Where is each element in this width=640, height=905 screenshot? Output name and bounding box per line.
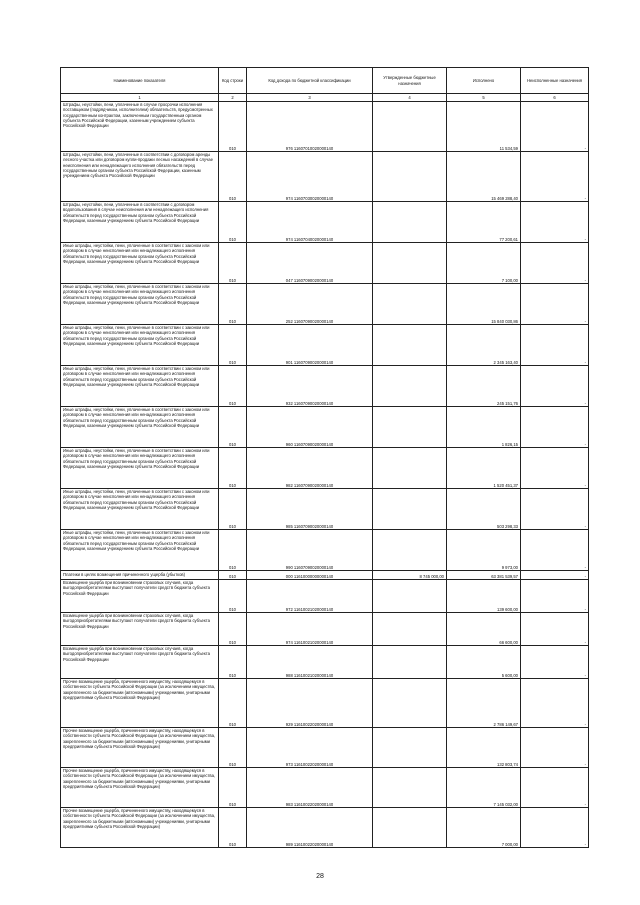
col-number: 1 — [61, 94, 219, 102]
row-unexecuted: - — [521, 489, 589, 530]
header-code: Код строки — [219, 68, 247, 94]
row-unexecuted: - — [521, 808, 589, 848]
table-row — [61, 679, 589, 728]
row-name: Возмещение ущерба при возникновении страховых случаев, когда выгодоприобретателями выступают получатели средств бюджета субъекта Российской Федерации — [61, 613, 219, 646]
table-row — [61, 530, 589, 571]
row-kbk: 252 11607090020000140 — [247, 284, 373, 325]
table-row — [61, 152, 589, 202]
row-kbk: 972 11610021020000140 — [247, 580, 373, 613]
table-row — [61, 325, 589, 366]
row-kbk: 976 11607010020000140 — [247, 102, 373, 152]
row-unexecuted: - — [521, 102, 589, 152]
row-kbk: 901 11607090020000140 — [247, 325, 373, 366]
row-approved — [373, 530, 447, 571]
row-approved — [373, 489, 447, 530]
row-approved — [373, 613, 447, 646]
row-approved — [373, 679, 447, 728]
row-name: Возмещение ущерба при возникновении страховых случаев, когда выгодоприобретателями выступают получатели средств бюджета субъекта Российской Федерации — [61, 646, 219, 679]
row-unexecuted: - — [521, 284, 589, 325]
row-kbk: 985 11607090020000140 — [247, 489, 373, 530]
row-kbk: 974 11607040020000140 — [247, 202, 373, 243]
row-unexecuted: - — [521, 580, 589, 613]
row-unexecuted: - — [521, 613, 589, 646]
table-row — [61, 728, 589, 768]
row-executed: 139 600,00 — [447, 580, 521, 613]
row-executed: 2 345 163,40 — [447, 325, 521, 366]
row-executed: 245 151,76 — [447, 366, 521, 407]
row-unexecuted: - — [521, 768, 589, 808]
row-name: Штрафы, неустойки, пени, уплаченные в случае просрочки исполнения поставщиком (подрядчиком, исполнителем) обязательств, предусмотренных государственным контрактом, заключенным государственным органом субъекта Российской Федерации, казенным учреждением субъекта Российской Федерации — [61, 102, 219, 152]
row-unexecuted: - — [521, 152, 589, 202]
row-name: Иные штрафы, неустойки, пени, уплаченные в соответствии с законом или договором в случае неисполнения или ненадлежащего исполнения обязательств перед государственным органом субъекта Российской Федерации, казенным учреждением субъекта Российской Федерации — [61, 243, 219, 284]
table-row — [61, 768, 589, 808]
table-row — [61, 613, 589, 646]
row-executed: 1 826,15 — [447, 407, 521, 448]
table-row — [61, 808, 589, 848]
row-unexecuted: - — [521, 202, 589, 243]
row-kbk: 988 11610021020000140 — [247, 646, 373, 679]
row-unexecuted: - — [521, 646, 589, 679]
row-kbk: 989 11610022020000140 — [247, 808, 373, 848]
row-approved — [373, 646, 447, 679]
row-executed: 503 298,33 — [447, 489, 521, 530]
row-approved — [373, 102, 447, 152]
row-kbk: 974 11610021020000140 — [247, 613, 373, 646]
row-code: 010 — [219, 489, 247, 530]
header-kbk: Код дохода по бюджетной классификации — [247, 68, 373, 94]
table-row — [61, 243, 589, 284]
row-kbk: 983 11610022020000140 — [247, 768, 373, 808]
row-code: 010 — [219, 366, 247, 407]
row-approved — [373, 728, 447, 768]
row-unexecuted: - — [521, 679, 589, 728]
row-code: 010 — [219, 679, 247, 728]
row-unexecuted: - — [521, 243, 589, 284]
row-code: 010 — [219, 768, 247, 808]
table-row — [61, 448, 589, 489]
column-number-row — [61, 94, 589, 102]
revenue-table — [60, 67, 589, 848]
page-number: 28 — [316, 873, 324, 880]
row-kbk: 990 11607090020000140 — [247, 530, 373, 571]
row-name: Иные штрафы, неустойки, пени, уплаченные в соответствии с законом или договором в случае неисполнения или ненадлежащего исполнения обязательств перед государственным органом субъекта Российской Федерации, казенным учреждением субъекта Российской Федерации — [61, 448, 219, 489]
row-unexecuted: - — [521, 728, 589, 768]
row-approved — [373, 366, 447, 407]
row-name: Иные штрафы, неустойки, пени, уплаченные в соответствии с законом или договором в случае неисполнения или ненадлежащего исполнения обязательств перед государственным органом субъекта Российской Федерации, казенным учреждением субъекта Российской Федерации — [61, 407, 219, 448]
row-code: 010 — [219, 808, 247, 848]
row-executed: 7 100,00 — [447, 243, 521, 284]
row-kbk: 000 11610000000000140 — [247, 571, 373, 580]
table-row — [61, 284, 589, 325]
row-kbk: 929 11610022020000140 — [247, 679, 373, 728]
row-approved — [373, 808, 447, 848]
row-code: 010 — [219, 102, 247, 152]
row-code: 010 — [219, 325, 247, 366]
row-name: Штрафы, неустойки, пени, уплаченные в соответствии с договором аренды лесного участка или договором купли-продажи лесных насаждений в случае неисполнения или ненадлежащего исполнения обязательств перед государственным органом субъекта Российской Федерации, казенным учреждением субъекта Российской Федерации — [61, 152, 219, 202]
row-code: 010 — [219, 284, 247, 325]
table-row — [61, 571, 589, 580]
row-executed: 132 803,74 — [447, 728, 521, 768]
row-name: Возмещение ущерба при возникновении страховых случаев, когда выгодоприобретателями выступают получатели средств бюджета субъекта Российской Федерации — [61, 580, 219, 613]
row-kbk: 047 11607090020000140 — [247, 243, 373, 284]
col-number: 2 — [219, 94, 247, 102]
row-approved — [373, 448, 447, 489]
row-code: 010 — [219, 571, 247, 580]
row-code: 010 — [219, 728, 247, 768]
row-approved — [373, 768, 447, 808]
row-name: Прочее возмещение ущерба, причиненного имуществу, находящемуся в собственности субъекта Российской Федерации (за исключением имущества, закрепленного за бюджетными (автономными) учреждениями, унитарными предприятиями субъекта Российской Федерации) — [61, 808, 219, 848]
row-code: 010 — [219, 613, 247, 646]
table-row — [61, 646, 589, 679]
table-header-row — [61, 68, 589, 94]
table-row — [61, 102, 589, 152]
row-approved — [373, 407, 447, 448]
row-executed: 15 469 288,40 — [447, 152, 521, 202]
header-unexecuted: Неисполненные назначения — [521, 68, 589, 94]
row-kbk: 973 11610022020000140 — [247, 728, 373, 768]
row-code: 010 — [219, 407, 247, 448]
row-code: 010 — [219, 448, 247, 489]
table-row — [61, 366, 589, 407]
row-approved — [373, 325, 447, 366]
row-approved — [373, 152, 447, 202]
row-kbk: 932 11607090020000140 — [247, 366, 373, 407]
row-kbk: 960 11607090020000140 — [247, 407, 373, 448]
row-unexecuted: - — [521, 407, 589, 448]
col-number: 5 — [447, 94, 521, 102]
header-name: Наименование показателя — [61, 68, 219, 94]
row-executed: 9 973,00 — [447, 530, 521, 571]
row-name: Прочее возмещение ущерба, причиненного имуществу, находящемуся в собственности субъекта Российской Федерации (за исключением имущества, закрепленного за бюджетными (автономными) учреждениями, унитарными предприятиями субъекта Российской Федерации) — [61, 679, 219, 728]
row-executed: 63 381 539,57 — [447, 571, 521, 580]
row-unexecuted: - — [521, 366, 589, 407]
table-row — [61, 202, 589, 243]
row-kbk: 982 11607090020000140 — [247, 448, 373, 489]
row-executed: 15 840 030,86 — [447, 284, 521, 325]
table-row — [61, 489, 589, 530]
row-code: 010 — [219, 202, 247, 243]
row-code: 010 — [219, 580, 247, 613]
row-executed: 1 520 451,37 — [447, 448, 521, 489]
row-executed: 7 145 032,00 — [447, 768, 521, 808]
row-approved: 8 745 000,00 — [373, 571, 447, 580]
row-approved — [373, 284, 447, 325]
row-name: Прочее возмещение ущерба, причиненного имуществу, находящемуся в собственности субъекта Российской Федерации (за исключением имущества, закрепленного за бюджетными (автономными) учреждениями, унитарными предприятиями субъекта Российской Федерации) — [61, 728, 219, 768]
row-name: Иные штрафы, неустойки, пени, уплаченные в соответствии с законом или договором в случае неисполнения или ненадлежащего исполнения обязательств перед государственным органом субъекта Российской Федерации, казенным учреждением субъекта Российской Федерации — [61, 366, 219, 407]
row-name: Иные штрафы, неустойки, пени, уплаченные в соответствии с законом или договором в случае неисполнения или ненадлежащего исполнения обязательств перед государственным органом субъекта Российской Федерации, казенным учреждением субъекта Российской Федерации — [61, 284, 219, 325]
row-unexecuted: - — [521, 325, 589, 366]
row-code: 010 — [219, 243, 247, 284]
col-number: 3 — [247, 94, 373, 102]
row-unexecuted: - — [521, 530, 589, 571]
table-row — [61, 407, 589, 448]
row-executed: 77 200,61 — [447, 202, 521, 243]
row-executed: 11 534,59 — [447, 102, 521, 152]
header-approved: Утвержденные бюджетные назначения — [373, 68, 447, 94]
row-name: Штрафы, неустойки, пени, уплаченные в соответствии с договором водопользования в случае неисполнения или ненадлежащего исполнения обязательств перед государственным органом субъекта Российской Федерации, казенным учреждением субъекта Российской Федерации — [61, 202, 219, 243]
row-executed: 2 786 149,67 — [447, 679, 521, 728]
row-code: 010 — [219, 152, 247, 202]
row-kbk: 974 11607030020000140 — [247, 152, 373, 202]
row-name: Иные штрафы, неустойки, пени, уплаченные в соответствии с законом или договором в случае неисполнения или ненадлежащего исполнения обязательств перед государственным органом субъекта Российской Федерации, казенным учреждением субъекта Российской Федерации — [61, 530, 219, 571]
row-unexecuted: - — [521, 448, 589, 489]
row-approved — [373, 243, 447, 284]
row-executed: 5 600,00 — [447, 646, 521, 679]
row-name: Прочее возмещение ущерба, причиненного имуществу, находящемуся в собственности субъекта Российской Федерации (за исключением имущества, закрепленного за бюджетными (автономными) учреждениями, унитарными предприятиями субъекта Российской Федерации) — [61, 768, 219, 808]
table-body — [61, 102, 589, 848]
row-approved — [373, 202, 447, 243]
row-name: Иные штрафы, неустойки, пени, уплаченные в соответствии с законом или договором в случае неисполнения или ненадлежащего исполнения обязательств перед государственным органом субъекта Российской Федерации, казенным учреждением субъекта Российской Федерации — [61, 489, 219, 530]
col-number: 4 — [373, 94, 447, 102]
header-executed: Исполнено — [447, 68, 521, 94]
row-code: 010 — [219, 646, 247, 679]
col-number: 6 — [521, 94, 589, 102]
row-approved — [373, 580, 447, 613]
row-executed: 7 000,00 — [447, 808, 521, 848]
table-row — [61, 580, 589, 613]
row-executed: 66 600,00 — [447, 613, 521, 646]
row-name: Иные штрафы, неустойки, пени, уплаченные в соответствии с законом или договором в случае неисполнения или ненадлежащего исполнения обязательств перед государственным органом субъекта Российской Федерации, казенным учреждением субъекта Российской Федерации — [61, 325, 219, 366]
row-unexecuted: - — [521, 571, 589, 580]
row-code: 010 — [219, 530, 247, 571]
row-name: Платежи в целях возмещения причиненного ущерба (убытков) — [61, 571, 219, 580]
